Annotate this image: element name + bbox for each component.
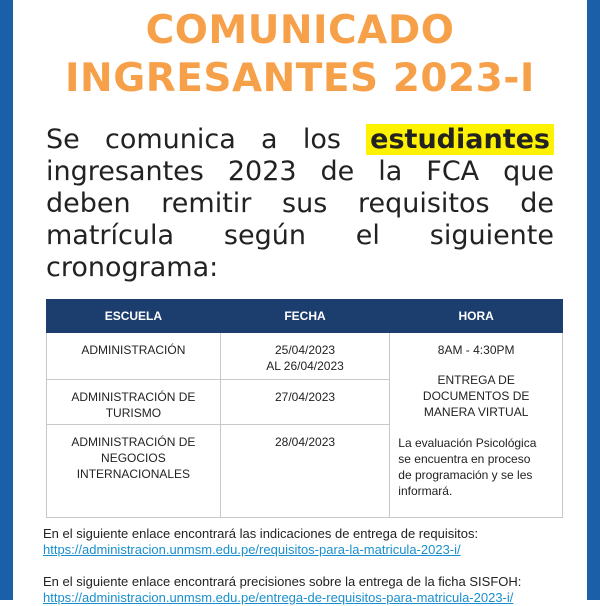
escuela-cell	[47, 380, 221, 425]
fecha-text: 27/04/2023	[274, 390, 336, 404]
intro-line-5: cronograma:	[46, 252, 219, 283]
footer-link-2-wrap	[43, 590, 513, 606]
entrega-line: DOCUMENTOS DE	[422, 389, 530, 403]
fecha-text: 25/04/2023	[274, 343, 336, 357]
title-line-2: INGRESANTES 2023-I	[65, 56, 535, 101]
escuela-cell	[47, 425, 221, 518]
escuela-text: NEGOCIOS	[101, 451, 166, 465]
schedule-table	[46, 299, 563, 518]
header-hora: HORA	[390, 300, 563, 333]
fecha-text: 28/04/2023	[274, 435, 336, 449]
fecha-cell	[220, 425, 390, 518]
header-fecha: FECHA	[220, 300, 390, 333]
hora-time: 8AM - 4:30PM	[437, 343, 515, 357]
escuela-text: ADMINISTRACIÓN DE	[71, 435, 196, 449]
table-row	[47, 333, 563, 380]
hora-cell	[390, 333, 563, 518]
hora-entrega	[396, 372, 556, 420]
sisfoh-link[interactable]: https://administracion.unmsm.edu.pe/entrega-de-requisitos-para-matricula-2023-i/	[43, 590, 514, 605]
escuela-text: ADMINISTRACIÓN DE	[71, 390, 196, 404]
footer-link-1-wrap	[43, 542, 461, 558]
fecha-text: AL 26/04/2023	[266, 359, 344, 373]
note-line: informará.	[398, 484, 453, 498]
escuela-text: TURISMO	[105, 406, 162, 420]
intro-line-2: ingresantes 2023 de la FCA que	[46, 156, 554, 187]
note-line: se encuentra en proceso	[398, 452, 531, 466]
intro-line-1	[46, 124, 554, 156]
fecha-cell	[220, 380, 390, 425]
right-border	[587, 0, 600, 600]
entrega-line: ENTREGA DE	[437, 373, 515, 387]
intro-line-4: matrícula según el siguiente	[46, 220, 554, 251]
note-line: de programación y se les	[398, 468, 533, 482]
intro-text-1: Se comunica a los	[46, 124, 341, 155]
escuela-cell	[47, 333, 221, 380]
header-escuela: ESCUELA	[47, 300, 221, 333]
intro-paragraph	[46, 124, 554, 284]
fecha-cell	[220, 333, 390, 380]
entrega-line: MANERA VIRTUAL	[423, 405, 529, 419]
footer-text-1: En el siguiente enlace encontrará las indicaciones de entrega de requisitos:	[43, 526, 479, 541]
hora-note	[396, 435, 556, 499]
escuela-text: INTERNACIONALES	[76, 467, 191, 481]
table-header-row	[47, 300, 563, 333]
left-border	[0, 0, 13, 600]
note-line: La evaluación Psicológica	[398, 436, 537, 450]
footer-text-2: En el siguiente enlace encontrará precisiones sobre la entrega de la ficha SISFOH:	[43, 574, 522, 589]
requisitos-link[interactable]: https://administracion.unmsm.edu.pe/requisitos-para-la-matricula-2023-i/	[43, 542, 461, 557]
intro-line-3: deben remitir sus requisitos de	[46, 188, 554, 219]
escuela-text: ADMINISTRACIÓN	[81, 343, 186, 357]
title-line-1: COMUNICADO	[145, 8, 455, 53]
highlighted-word: estudiantes	[366, 124, 554, 155]
